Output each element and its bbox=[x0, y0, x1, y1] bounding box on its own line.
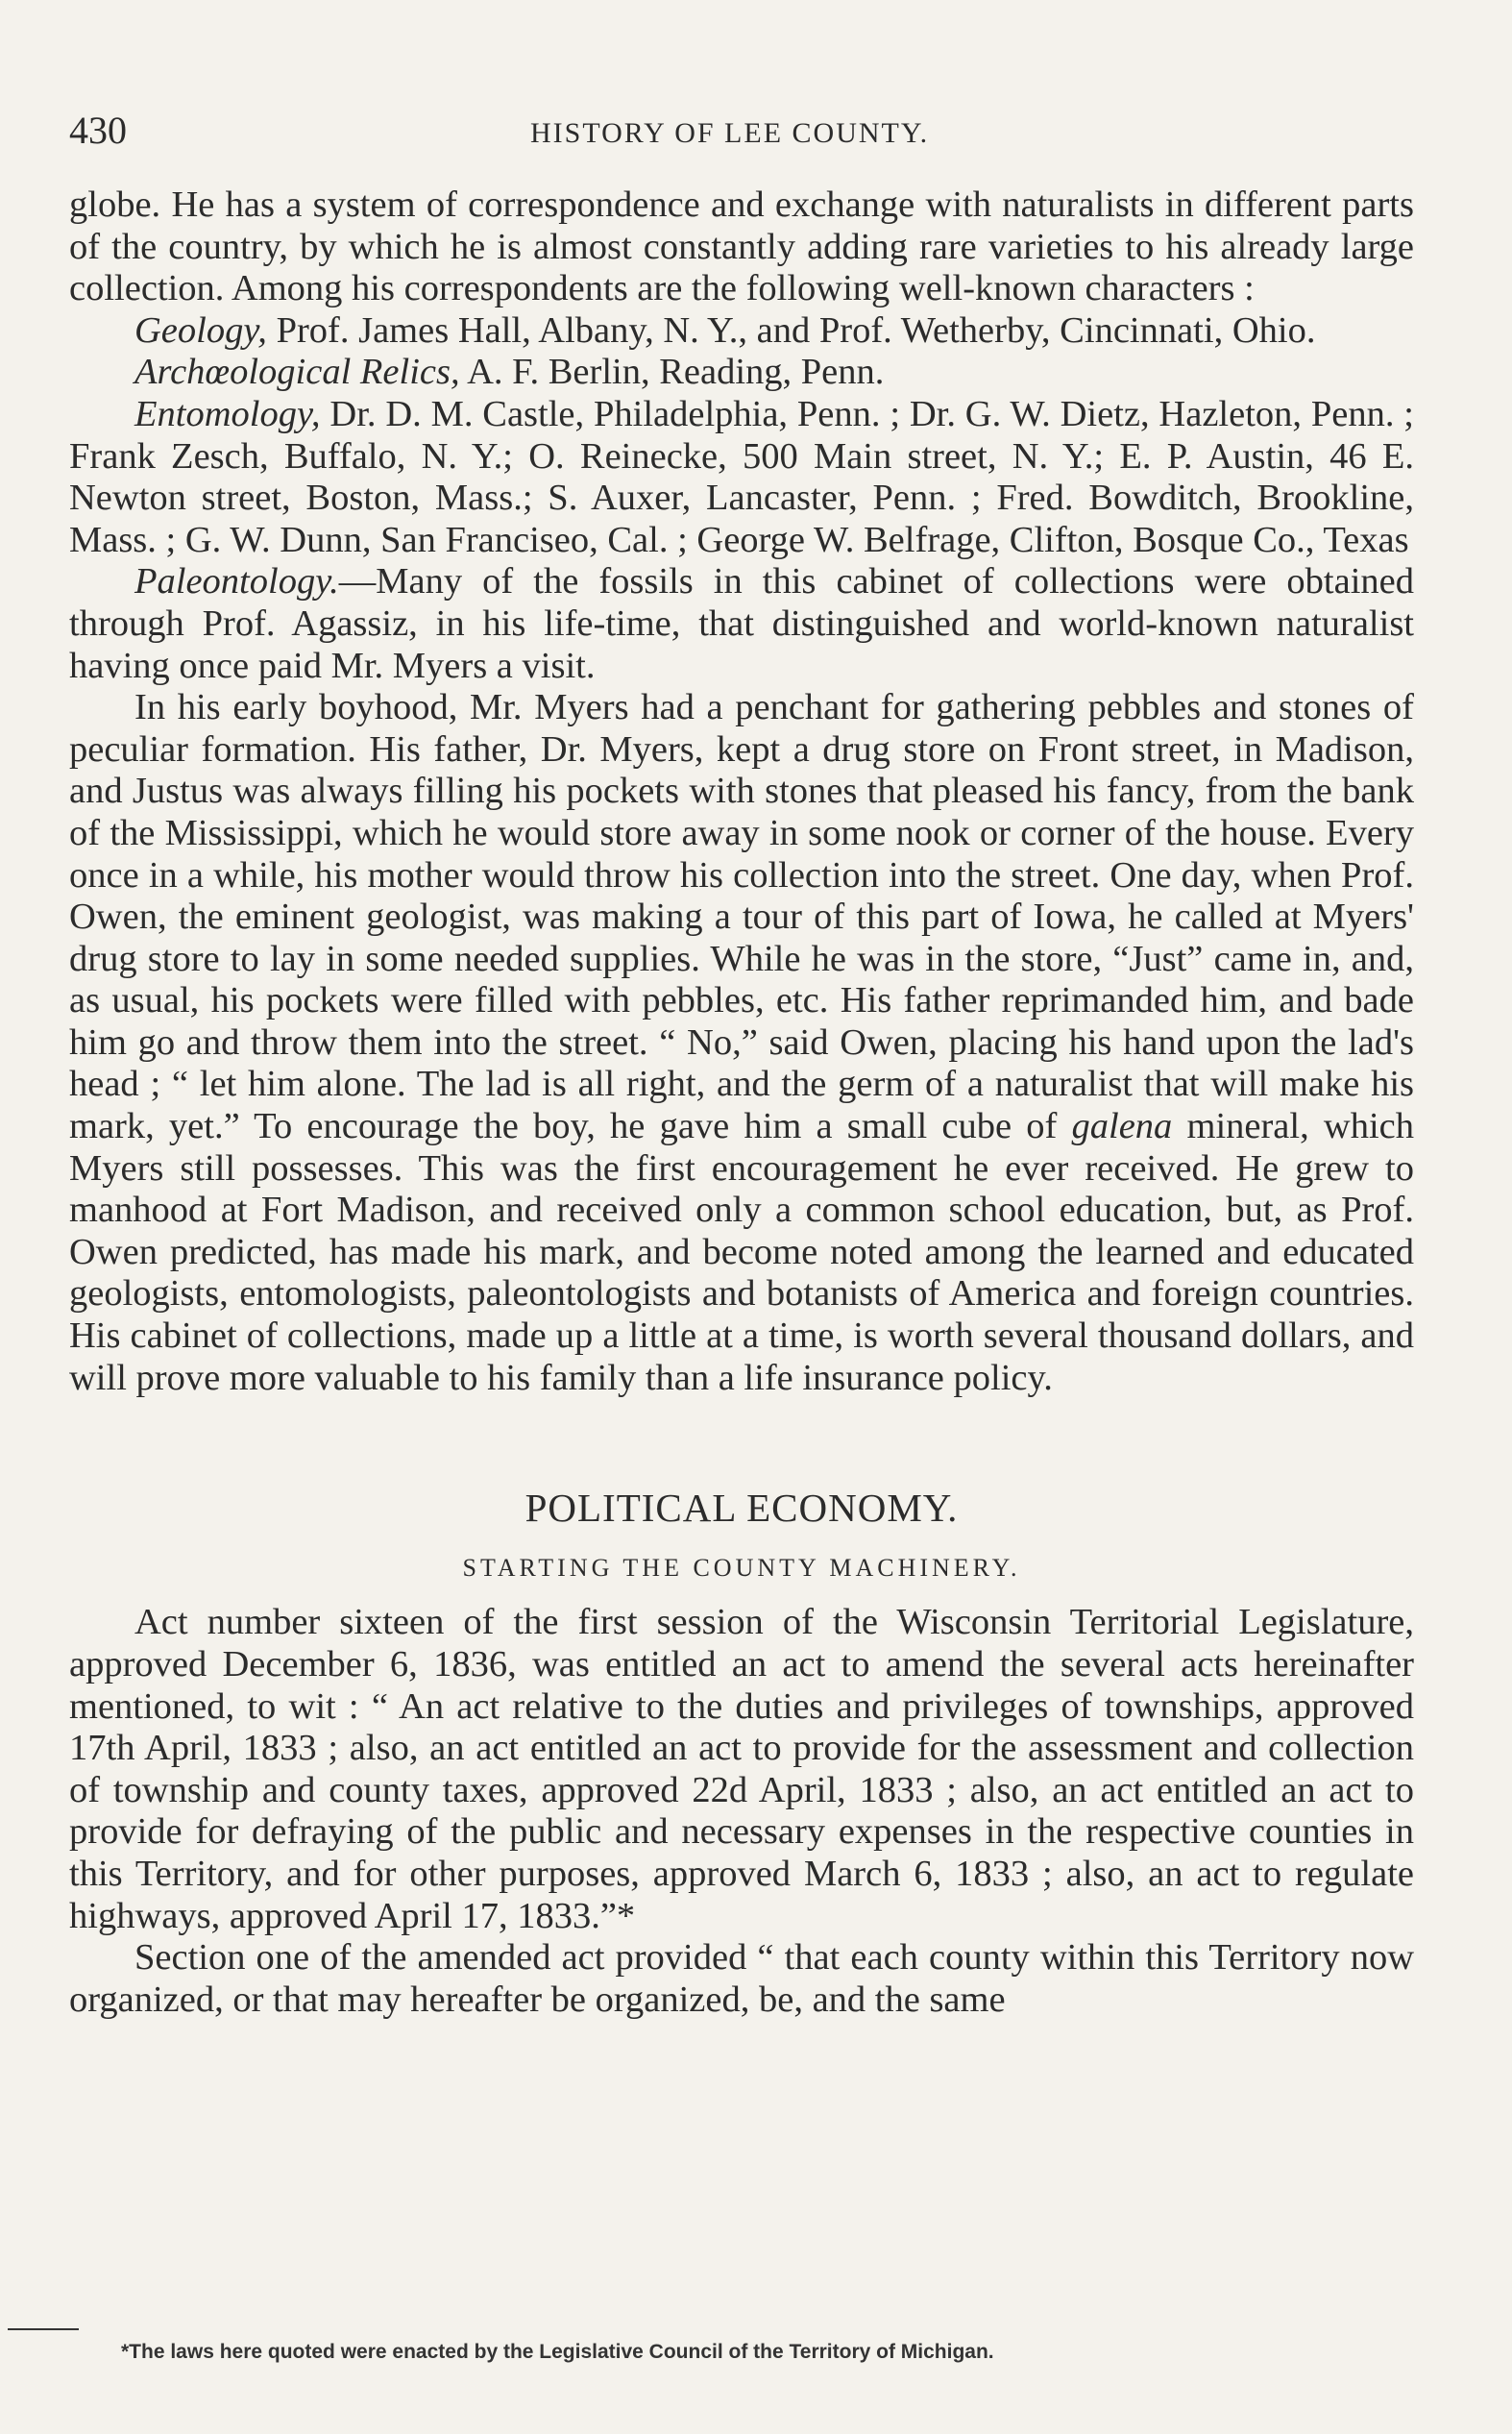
paragraph-boyhood bbox=[69, 687, 1414, 1399]
section-title: POLITICAL ECONOMY. bbox=[524, 1486, 959, 1531]
archaeology-text: A. F. Berlin, Reading, Penn. bbox=[459, 352, 885, 393]
paragraph-entomology bbox=[69, 394, 1414, 561]
entomology-label: Entomology, bbox=[134, 393, 321, 434]
footnote: *The laws here quoted were enacted by the Legislative Council of the Territory of Michigan. bbox=[121, 2341, 994, 2363]
galena-term: galena bbox=[1071, 1106, 1173, 1147]
entomology-text: Dr. D. M. Castle, Philadelphia, Penn. ; Dr. G. W. Dietz, Hazleton, Penn. ; Frank Zesch, Buffalo, N. Y.; O. Reinecke, 500 Main street, N. Y.; E. P. Austin, 46 E. Newton street, Boston, Mass.; S. Auxer, Lancaster, Penn. ; Fred. Bowditch, Brookline, Mass. ; G. W. Dunn, San Franciseo, Cal. ; George W. Belfrage, Clifton, Bosque Co., Texas bbox=[69, 393, 1414, 560]
paragraph-geology bbox=[69, 310, 1414, 353]
book-page bbox=[69, 96, 1414, 2021]
main-text bbox=[69, 184, 1414, 2021]
footnote-divider bbox=[8, 2328, 79, 2330]
paragraph-section-one: Section one of the amended act provided “ that each county within this Territory now organized, or that may hereafter be organized, be, and the same bbox=[69, 1937, 1414, 2020]
paleontology-label: Paleontology. bbox=[134, 561, 339, 602]
geology-text: Prof. James Hall, Albany, N. Y., and Prof. Wetherby, Cincinnati, Ohio. bbox=[266, 309, 1316, 351]
section-subtitle: STARTING THE COUNTY MACHINERY. bbox=[462, 1553, 1021, 1582]
page-header bbox=[69, 96, 1414, 163]
paragraph-act-sixteen: Act number sixteen of the first session of the Wisconsin Territorial Legislature, approved December 6, 1836, was entitled an act to amend the several acts hereinafter mentioned, to wit : “ An act relative to the duties and privileges of townships, approved 17th April, 1833 ; also, an act entitled an act to provide for the assessment and collection of township and county taxes, approved 22d April, 1833 ; also, an act entitled an act to provide for defraying of the public and necessary expenses in the respective counties in this Territory, and for other purposes, approved March 6, 1833 ; also, an act to regulate highways, approved April 17, 1833.”* bbox=[69, 1602, 1414, 1936]
boyhood-text-start: In his early boyhood, Mr. Myers had a penchant for gathering pebbles and stones of peculiar formation. His father, Dr. Myers, kept a drug store on Front street, in Madison, and Justus was always filling his pockets with stones that pleased his fancy, from the bank of the Mississippi, which he would store away in some nook or corner of the house. Every once in a while, his mother would throw his collection into the street. One day, when Prof. Owen, the eminent geologist, was making a tour of this part of Iowa, he called at Myers' drug store to lay in some needed supplies. While he was in the store, “Just” came in, and, as usual, his pockets were filled with pebbles, etc. His father reprimanded him, and bade him go and throw them into the street. “ No,” said Owen, placing his hand upon the lad's head ; “ let him alone. The lad is all right, and the germ of a naturalist that will make his mark, yet.” To encourage the boy, he gave him a small cube of bbox=[69, 687, 1414, 1147]
boyhood-text-end: mineral, which Myers still possesses. This was the first encouragement he ever received. He grew to manhood at Fort Madison, and received only a common school education, but, as Prof. Owen predicted, has made his mark, and become noted among the learned and educated geologists, entomologists, paleontologists and botanists of America and foreign countries. His cabinet of collections, made up a little at a time, is worth several thousand dollars, and will prove more valuable to his family than a life insurance policy. bbox=[69, 1106, 1414, 1398]
paleontology-text: —Many of the fossils in this cabinet of collections were obtained through Prof. Agassiz, in his life-time, that distinguished and world-known naturalist having once paid Mr. Myers a visit. bbox=[69, 561, 1414, 686]
archaeology-label: Archœological Relics, bbox=[134, 352, 460, 393]
page-number: 430 bbox=[69, 109, 127, 152]
paragraph-paleontology bbox=[69, 561, 1414, 687]
paragraph-archaeology bbox=[69, 352, 1414, 394]
geology-label: Geology, bbox=[134, 309, 267, 351]
running-title: HISTORY OF LEE COUNTY. bbox=[530, 117, 930, 149]
paragraph-continuation: globe. He has a system of correspondence and exchange with naturalists in different parts of the country, by which he is almost constantly adding rare varieties to his already large collection. Among his correspondents are the following well-known characters : bbox=[69, 184, 1414, 309]
section-body bbox=[69, 1602, 1414, 2021]
